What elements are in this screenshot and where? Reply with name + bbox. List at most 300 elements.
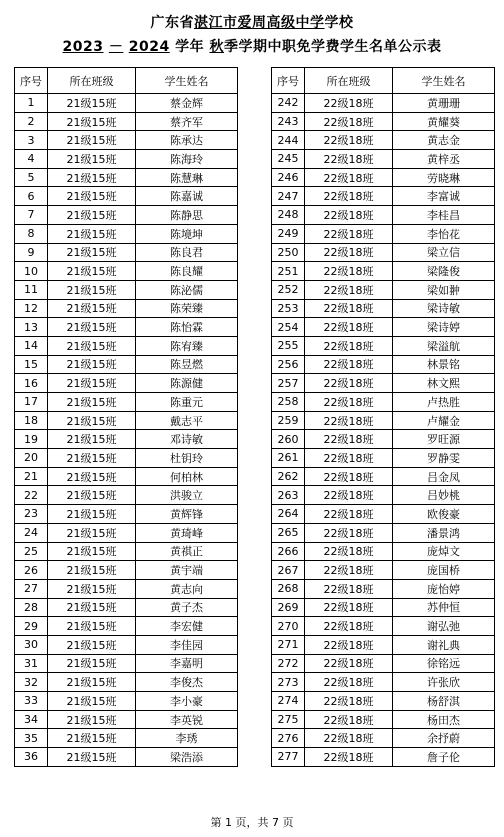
cell-class: 21级15班	[48, 430, 136, 449]
table-row	[272, 449, 495, 468]
cell-class: 21级15班	[48, 150, 136, 169]
cell-class: 22级18班	[305, 617, 393, 636]
table-row	[15, 748, 238, 767]
table-row	[15, 355, 238, 374]
cell-student-name: 黄辉锋	[136, 505, 238, 524]
cell-student-name: 林景铭	[393, 355, 495, 374]
cell-student-name: 邓诗敏	[136, 430, 238, 449]
cell-number: 261	[272, 449, 305, 468]
header-name: 学生姓名	[393, 68, 495, 94]
cell-student-name: 黄志向	[136, 579, 238, 598]
cell-student-name: 梁浩添	[136, 748, 238, 767]
cell-student-name: 陈源健	[136, 374, 238, 393]
table-row	[15, 224, 238, 243]
table-row	[272, 748, 495, 767]
cell-number: 4	[15, 150, 48, 169]
cell-number: 276	[272, 729, 305, 748]
cell-student-name: 黄志金	[393, 131, 495, 150]
table-row	[272, 729, 495, 748]
cell-number: 9	[15, 243, 48, 262]
header-class: 所在班级	[48, 68, 136, 94]
cell-class: 21级15班	[48, 692, 136, 711]
cell-student-name: 梁诗婷	[393, 318, 495, 337]
cell-number: 33	[15, 692, 48, 711]
cell-student-name: 梁隆俊	[393, 262, 495, 281]
table-header-row	[272, 68, 495, 94]
cell-class: 21级15班	[48, 673, 136, 692]
cell-student-name: 吕金凤	[393, 467, 495, 486]
cell-student-name: 陈良君	[136, 243, 238, 262]
table-row	[15, 187, 238, 206]
cell-number: 271	[272, 635, 305, 654]
cell-number: 258	[272, 393, 305, 412]
cell-class: 22级18班	[305, 579, 393, 598]
table-row	[15, 654, 238, 673]
cell-number: 242	[272, 94, 305, 113]
cell-class: 21级15班	[48, 523, 136, 542]
cell-number: 15	[15, 355, 48, 374]
cell-number: 274	[272, 692, 305, 711]
cell-student-name: 卢热胜	[393, 393, 495, 412]
cell-student-name: 杨田杰	[393, 710, 495, 729]
header-class: 所在班级	[305, 68, 393, 94]
table-row	[15, 710, 238, 729]
cell-student-name: 陈怡霖	[136, 318, 238, 337]
table-row	[272, 579, 495, 598]
table-row	[272, 393, 495, 412]
cell-student-name: 苏仲恒	[393, 598, 495, 617]
cell-class: 21级15班	[48, 299, 136, 318]
table-row	[15, 579, 238, 598]
cell-student-name: 庞国桥	[393, 561, 495, 580]
table-row	[15, 505, 238, 524]
subtitle-year-end: 2024	[128, 39, 170, 55]
cell-class: 22级18班	[305, 168, 393, 187]
cell-number: 257	[272, 374, 305, 393]
cell-class: 21级15班	[48, 206, 136, 225]
cell-number: 272	[272, 654, 305, 673]
cell-class: 22级18班	[305, 336, 393, 355]
cell-number: 267	[272, 561, 305, 580]
cell-class: 21级15班	[48, 654, 136, 673]
table-row	[15, 131, 238, 150]
subtitle-dash: －	[108, 39, 124, 55]
cell-student-name: 陈境坤	[136, 224, 238, 243]
table-row	[15, 318, 238, 337]
cell-class: 21级15班	[48, 224, 136, 243]
table-row	[15, 94, 238, 113]
cell-class: 22级18班	[305, 224, 393, 243]
cell-number: 275	[272, 710, 305, 729]
cell-class: 22级18班	[305, 280, 393, 299]
cell-student-name: 陈慧琳	[136, 168, 238, 187]
cell-student-name: 陈重元	[136, 393, 238, 412]
cell-student-name: 杨舒淇	[393, 692, 495, 711]
cell-number: 269	[272, 598, 305, 617]
cell-class: 21级15班	[48, 187, 136, 206]
subtitle-year-word: 学年	[175, 39, 205, 55]
cell-student-name: 李嘉明	[136, 654, 238, 673]
cell-student-name: 李佳园	[136, 635, 238, 654]
title-school: 湛江市爱周高级中学	[194, 15, 325, 31]
cell-number: 254	[272, 318, 305, 337]
cell-number: 17	[15, 393, 48, 412]
subtitle-rest: 季学期中职免学费学生名单公示表	[223, 39, 442, 55]
cell-number: 36	[15, 748, 48, 767]
cell-number: 243	[272, 112, 305, 131]
cell-number: 35	[15, 729, 48, 748]
table-row	[15, 168, 238, 187]
table-row	[15, 673, 238, 692]
cell-class: 21级15班	[48, 280, 136, 299]
cell-class: 22级18班	[305, 561, 393, 580]
table-row	[272, 692, 495, 711]
table-header-row	[15, 68, 238, 94]
cell-number: 247	[272, 187, 305, 206]
cell-class: 21级15班	[48, 542, 136, 561]
cell-class: 22级18班	[305, 94, 393, 113]
cell-class: 21级15班	[48, 598, 136, 617]
cell-number: 6	[15, 187, 48, 206]
table-row	[15, 523, 238, 542]
document-title	[0, 12, 504, 32]
cell-student-name: 潘景鸿	[393, 523, 495, 542]
subtitle-season: 秋	[209, 39, 224, 55]
table-row	[15, 393, 238, 412]
cell-number: 28	[15, 598, 48, 617]
cell-number: 13	[15, 318, 48, 337]
cell-class: 21级15班	[48, 131, 136, 150]
cell-class: 22级18班	[305, 710, 393, 729]
cell-number: 270	[272, 617, 305, 636]
cell-student-name: 黄祺正	[136, 542, 238, 561]
table-row	[272, 94, 495, 113]
table-row	[15, 561, 238, 580]
cell-class: 21级15班	[48, 748, 136, 767]
cell-class: 22级18班	[305, 729, 393, 748]
table-row	[272, 168, 495, 187]
cell-number: 245	[272, 150, 305, 169]
cell-student-name: 庞怡婷	[393, 579, 495, 598]
cell-number: 265	[272, 523, 305, 542]
cell-student-name: 蔡金辉	[136, 94, 238, 113]
cell-class: 22级18班	[305, 299, 393, 318]
cell-student-name: 余抒蔚	[393, 729, 495, 748]
cell-class: 21级15班	[48, 635, 136, 654]
header-number: 序号	[272, 68, 305, 94]
table-row	[272, 710, 495, 729]
cell-student-name: 梁诗敏	[393, 299, 495, 318]
cell-class: 22级18班	[305, 654, 393, 673]
cell-student-name: 黄耀葵	[393, 112, 495, 131]
cell-class: 22级18班	[305, 206, 393, 225]
cell-student-name: 李宏健	[136, 617, 238, 636]
table-row	[272, 318, 495, 337]
table-row	[272, 673, 495, 692]
cell-number: 12	[15, 299, 48, 318]
cell-class: 22级18班	[305, 486, 393, 505]
cell-number: 34	[15, 710, 48, 729]
cell-class: 21级15班	[48, 112, 136, 131]
cell-class: 22级18班	[305, 449, 393, 468]
table-row	[15, 467, 238, 486]
cell-class: 21级15班	[48, 243, 136, 262]
cell-class: 22级18班	[305, 673, 393, 692]
cell-number: 14	[15, 336, 48, 355]
table-row	[272, 467, 495, 486]
cell-number: 8	[15, 224, 48, 243]
cell-number: 256	[272, 355, 305, 374]
cell-class: 22级18班	[305, 393, 393, 412]
cell-student-name: 吕妙桃	[393, 486, 495, 505]
cell-class: 22级18班	[305, 318, 393, 337]
cell-student-name: 李俊杰	[136, 673, 238, 692]
cell-class: 21级15班	[48, 486, 136, 505]
table-row	[15, 150, 238, 169]
cell-class: 22级18班	[305, 112, 393, 131]
cell-number: 264	[272, 505, 305, 524]
table-row	[15, 299, 238, 318]
cell-student-name: 黄梓丞	[393, 150, 495, 169]
cell-class: 21级15班	[48, 467, 136, 486]
cell-class: 22级18班	[305, 542, 393, 561]
cell-number: 246	[272, 168, 305, 187]
cell-class: 21级15班	[48, 374, 136, 393]
cell-student-name: 何柏林	[136, 467, 238, 486]
cell-class: 22级18班	[305, 374, 393, 393]
cell-class: 21级15班	[48, 505, 136, 524]
cell-student-name: 陈昱燃	[136, 355, 238, 374]
cell-class: 22级18班	[305, 150, 393, 169]
cell-student-name: 黄宇端	[136, 561, 238, 580]
cell-number: 19	[15, 430, 48, 449]
cell-student-name: 陈承达	[136, 131, 238, 150]
cell-class: 21级15班	[48, 262, 136, 281]
cell-student-name: 陈嘉诚	[136, 187, 238, 206]
document-subtitle	[0, 36, 504, 56]
cell-class: 22级18班	[305, 355, 393, 374]
cell-class: 21级15班	[48, 729, 136, 748]
table-row	[272, 542, 495, 561]
cell-class: 21级15班	[48, 710, 136, 729]
cell-number: 32	[15, 673, 48, 692]
cell-number: 29	[15, 617, 48, 636]
cell-number: 18	[15, 411, 48, 430]
title-suffix: 学校	[324, 15, 354, 31]
cell-class: 22级18班	[305, 748, 393, 767]
cell-number: 30	[15, 635, 48, 654]
cell-class: 22级18班	[305, 635, 393, 654]
cell-number: 24	[15, 523, 48, 542]
cell-class: 21级15班	[48, 168, 136, 187]
cell-student-name: 戴志平	[136, 411, 238, 430]
cell-student-name: 罗旺源	[393, 430, 495, 449]
cell-number: 27	[15, 579, 48, 598]
cell-class: 22级18班	[305, 430, 393, 449]
cell-class: 22级18班	[305, 598, 393, 617]
cell-student-name: 黄子杰	[136, 598, 238, 617]
cell-number: 255	[272, 336, 305, 355]
table-row	[15, 262, 238, 281]
cell-class: 22级18班	[305, 187, 393, 206]
cell-number: 5	[15, 168, 48, 187]
cell-student-name: 林文熙	[393, 374, 495, 393]
header-number: 序号	[15, 68, 48, 94]
cell-student-name: 杜钥玲	[136, 449, 238, 468]
cell-student-name: 李小豪	[136, 692, 238, 711]
cell-student-name: 李琇	[136, 729, 238, 748]
cell-student-name: 蔡齐军	[136, 112, 238, 131]
cell-number: 248	[272, 206, 305, 225]
cell-number: 22	[15, 486, 48, 505]
cell-class: 21级15班	[48, 336, 136, 355]
table-row	[15, 243, 238, 262]
cell-student-name: 谢礼典	[393, 635, 495, 654]
table-row	[272, 523, 495, 542]
table-row	[15, 411, 238, 430]
cell-class: 22级18班	[305, 467, 393, 486]
cell-class: 21级15班	[48, 94, 136, 113]
cell-class: 22级18班	[305, 262, 393, 281]
table-row	[15, 486, 238, 505]
cell-number: 249	[272, 224, 305, 243]
cell-student-name: 许张欣	[393, 673, 495, 692]
table-row	[272, 355, 495, 374]
cell-student-name: 黄珊珊	[393, 94, 495, 113]
table-row	[272, 131, 495, 150]
cell-number: 263	[272, 486, 305, 505]
cell-class: 21级15班	[48, 355, 136, 374]
table-row	[272, 505, 495, 524]
cell-student-name: 陈良耀	[136, 262, 238, 281]
cell-number: 11	[15, 280, 48, 299]
cell-student-name: 陈静思	[136, 206, 238, 225]
table-row	[272, 112, 495, 131]
cell-student-name: 梁溢航	[393, 336, 495, 355]
cell-student-name: 陈海玲	[136, 150, 238, 169]
cell-student-name: 李英锐	[136, 710, 238, 729]
cell-number: 25	[15, 542, 48, 561]
table-row	[272, 187, 495, 206]
cell-class: 21级15班	[48, 617, 136, 636]
cell-student-name: 陈宥臻	[136, 336, 238, 355]
table-row	[272, 336, 495, 355]
cell-number: 259	[272, 411, 305, 430]
cell-class: 21级15班	[48, 411, 136, 430]
cell-number: 252	[272, 280, 305, 299]
cell-number: 250	[272, 243, 305, 262]
student-table-left	[14, 67, 238, 767]
cell-student-name: 黄琦峰	[136, 523, 238, 542]
cell-number: 16	[15, 374, 48, 393]
table-row	[15, 430, 238, 449]
cell-number: 260	[272, 430, 305, 449]
cell-number: 21	[15, 467, 48, 486]
cell-number: 26	[15, 561, 48, 580]
table-row	[15, 729, 238, 748]
cell-number: 273	[272, 673, 305, 692]
table-row	[272, 430, 495, 449]
table-row	[272, 299, 495, 318]
cell-student-name: 詹子伦	[393, 748, 495, 767]
cell-class: 21级15班	[48, 449, 136, 468]
page-indicator: 第 1 页，共 7 页	[210, 816, 294, 829]
table-row	[15, 542, 238, 561]
cell-student-name: 李桂昌	[393, 206, 495, 225]
table-row	[15, 336, 238, 355]
cell-class: 21级15班	[48, 561, 136, 580]
table-row	[272, 262, 495, 281]
table-row	[15, 449, 238, 468]
cell-class: 22级18班	[305, 243, 393, 262]
cell-student-name: 陈泌儒	[136, 280, 238, 299]
table-row	[272, 654, 495, 673]
table-row	[272, 635, 495, 654]
table-row	[272, 206, 495, 225]
cell-class: 21级15班	[48, 318, 136, 337]
cell-number: 268	[272, 579, 305, 598]
table-row	[15, 598, 238, 617]
cell-number: 3	[15, 131, 48, 150]
table-row	[272, 617, 495, 636]
cell-number: 244	[272, 131, 305, 150]
table-row	[272, 411, 495, 430]
cell-number: 253	[272, 299, 305, 318]
header-name: 学生姓名	[136, 68, 238, 94]
table-row	[15, 617, 238, 636]
table-row	[15, 692, 238, 711]
cell-student-name: 陈荣臻	[136, 299, 238, 318]
cell-student-name: 卢耀金	[393, 411, 495, 430]
cell-student-name: 庞焯文	[393, 542, 495, 561]
table-row	[15, 374, 238, 393]
cell-student-name: 谢弘弛	[393, 617, 495, 636]
cell-number: 266	[272, 542, 305, 561]
cell-number: 10	[15, 262, 48, 281]
table-row	[272, 374, 495, 393]
cell-class: 22级18班	[305, 411, 393, 430]
table-row	[272, 243, 495, 262]
cell-student-name: 李富诚	[393, 187, 495, 206]
cell-student-name: 徐铭远	[393, 654, 495, 673]
cell-class: 22级18班	[305, 505, 393, 524]
cell-student-name: 劳晓琳	[393, 168, 495, 187]
table-row	[15, 112, 238, 131]
cell-number: 23	[15, 505, 48, 524]
subtitle-year-start: 2023	[62, 39, 104, 55]
table-row	[272, 486, 495, 505]
table-row	[272, 280, 495, 299]
table-row	[272, 150, 495, 169]
cell-number: 2	[15, 112, 48, 131]
table-row	[272, 561, 495, 580]
cell-number: 1	[15, 94, 48, 113]
student-table-right	[271, 67, 495, 767]
cell-number: 277	[272, 748, 305, 767]
cell-student-name: 罗静雯	[393, 449, 495, 468]
cell-student-name: 洪骏立	[136, 486, 238, 505]
cell-number: 20	[15, 449, 48, 468]
cell-student-name: 梁立信	[393, 243, 495, 262]
cell-class: 21级15班	[48, 393, 136, 412]
title-province: 广东省	[150, 15, 194, 31]
table-row	[272, 224, 495, 243]
cell-number: 31	[15, 654, 48, 673]
table-row	[15, 280, 238, 299]
cell-class: 22级18班	[305, 523, 393, 542]
cell-student-name: 李怡花	[393, 224, 495, 243]
cell-student-name: 欧俊豪	[393, 505, 495, 524]
